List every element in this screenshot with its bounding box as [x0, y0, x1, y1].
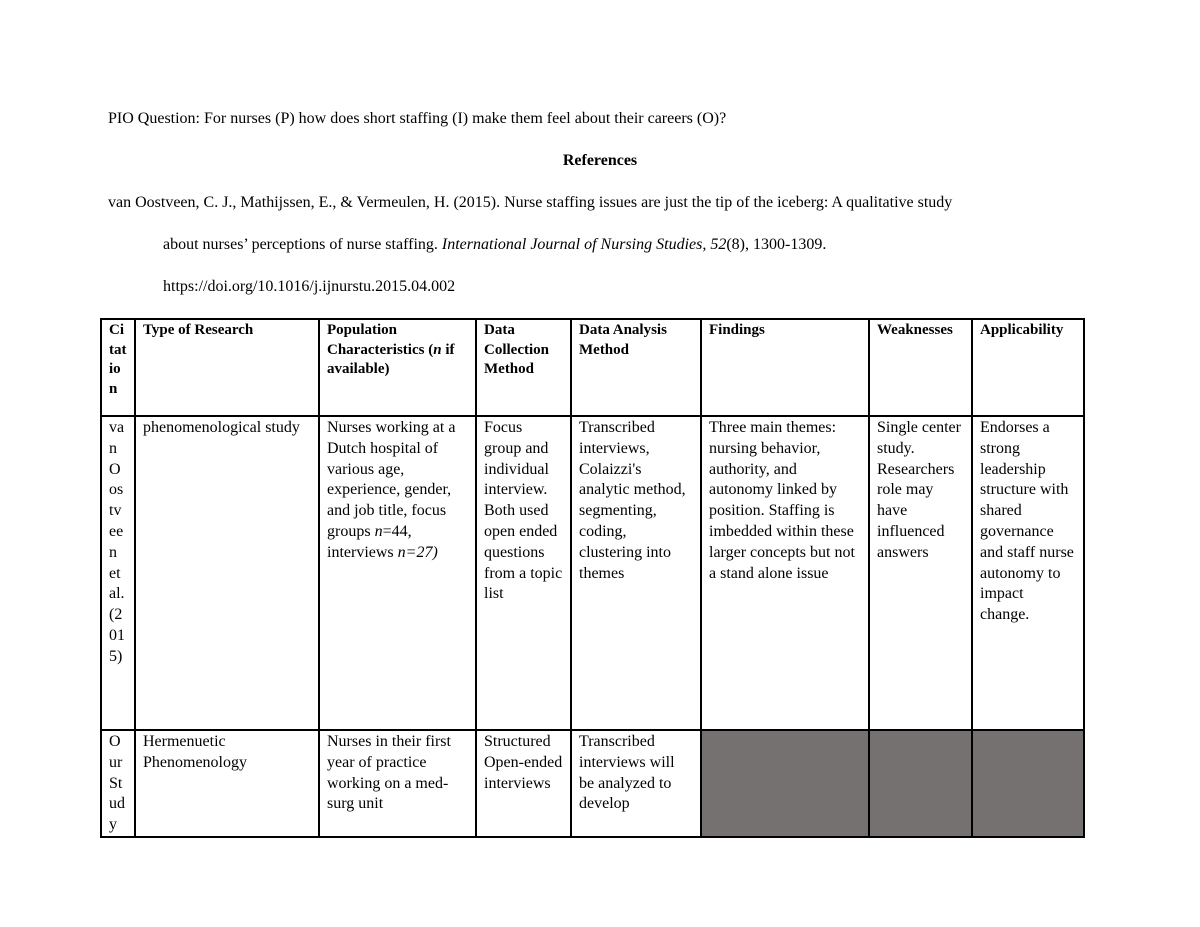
- cell-data-collection: Structured Open-ended interviews: [476, 730, 571, 837]
- pio-question: PIO Question: For nurses (P) how does short staffing (I) make them feel about their careers (O)?: [108, 110, 727, 127]
- cell-population-n2: n=27): [397, 543, 438, 561]
- reference-line-2: [163, 236, 826, 254]
- table-row: [101, 730, 1084, 837]
- cell-data-analysis: Transcribed interviews, Colaizzi's analytic method, segmenting, coding, clustering into themes: [571, 416, 701, 730]
- cell-population-n1: n: [374, 522, 383, 540]
- table-header-row: [101, 319, 1084, 416]
- cell-applicability-shaded: [972, 730, 1084, 837]
- cell-weaknesses: Single center study. Researchers role may have influenced answers: [869, 416, 972, 730]
- cell-findings: Three main themes: nursing behavior, authority, and autonomy linked by position. Staffing is imbedded within these larger concepts but not a stand alone issue: [701, 416, 869, 730]
- header-population-post: if available): [327, 341, 455, 377]
- cell-weaknesses-shaded: [869, 730, 972, 837]
- table-row: [101, 416, 1084, 730]
- cell-data-analysis: Transcribed interviews will be analyzed to develop: [571, 730, 701, 837]
- cell-citation: van Oostveen et al. (2015): [101, 416, 135, 730]
- cell-population: [319, 416, 476, 730]
- references-heading: References: [562, 152, 638, 169]
- reference-issue-pages: (8), 1300-1309.: [726, 236, 827, 253]
- reference-title-end: about nurses’ perceptions of nurse staffing.: [163, 236, 442, 253]
- header-population-pre: Population Characteristics (: [327, 322, 434, 358]
- evidence-table: [100, 318, 1085, 838]
- cell-population-mid: =44, interviews: [327, 522, 412, 561]
- reference-line-1: van Oostveen, C. J., Mathijssen, E., & Vermeulen, H. (2015). Nurse staffing issues are just the tip of the iceberg: A qualitative study: [108, 194, 953, 211]
- cell-type-of-research: phenomenological study: [135, 416, 319, 730]
- cell-data-collection: Focus group and individual interview. Both used open ended questions from a topic list: [476, 416, 571, 730]
- header-weaknesses: Weaknesses: [869, 319, 972, 416]
- header-population-n: n: [433, 341, 442, 358]
- header-type-of-research: Type of Research: [135, 319, 319, 416]
- reference-journal: International Journal of Nursing Studies, 52: [441, 236, 727, 253]
- cell-population: Nurses in their first year of practice working on a med-surg unit: [319, 730, 476, 837]
- cell-type-of-research: Hermenuetic Phenomenology: [135, 730, 319, 837]
- header-population: [319, 319, 476, 416]
- header-applicability: Applicability: [972, 319, 1084, 416]
- cell-findings-shaded: [701, 730, 869, 837]
- header-findings: Findings: [701, 319, 869, 416]
- cell-population-pre: Nurses working at a Dutch hospital of various age, experience, gender, and job title, focus groups: [327, 419, 456, 540]
- header-data-analysis: Data Analysis Method: [571, 319, 701, 416]
- reference-doi[interactable]: https://doi.org/10.1016/j.ijnurstu.2015.04.002: [163, 278, 456, 295]
- header-data-collection: Data Collection Method: [476, 319, 571, 416]
- cell-applicability: Endorses a strong leadership structure with shared governance and staff nurse autonomy to impact change.: [972, 416, 1084, 730]
- header-citation: Citation: [101, 319, 135, 416]
- cell-citation: Our Study: [101, 730, 135, 837]
